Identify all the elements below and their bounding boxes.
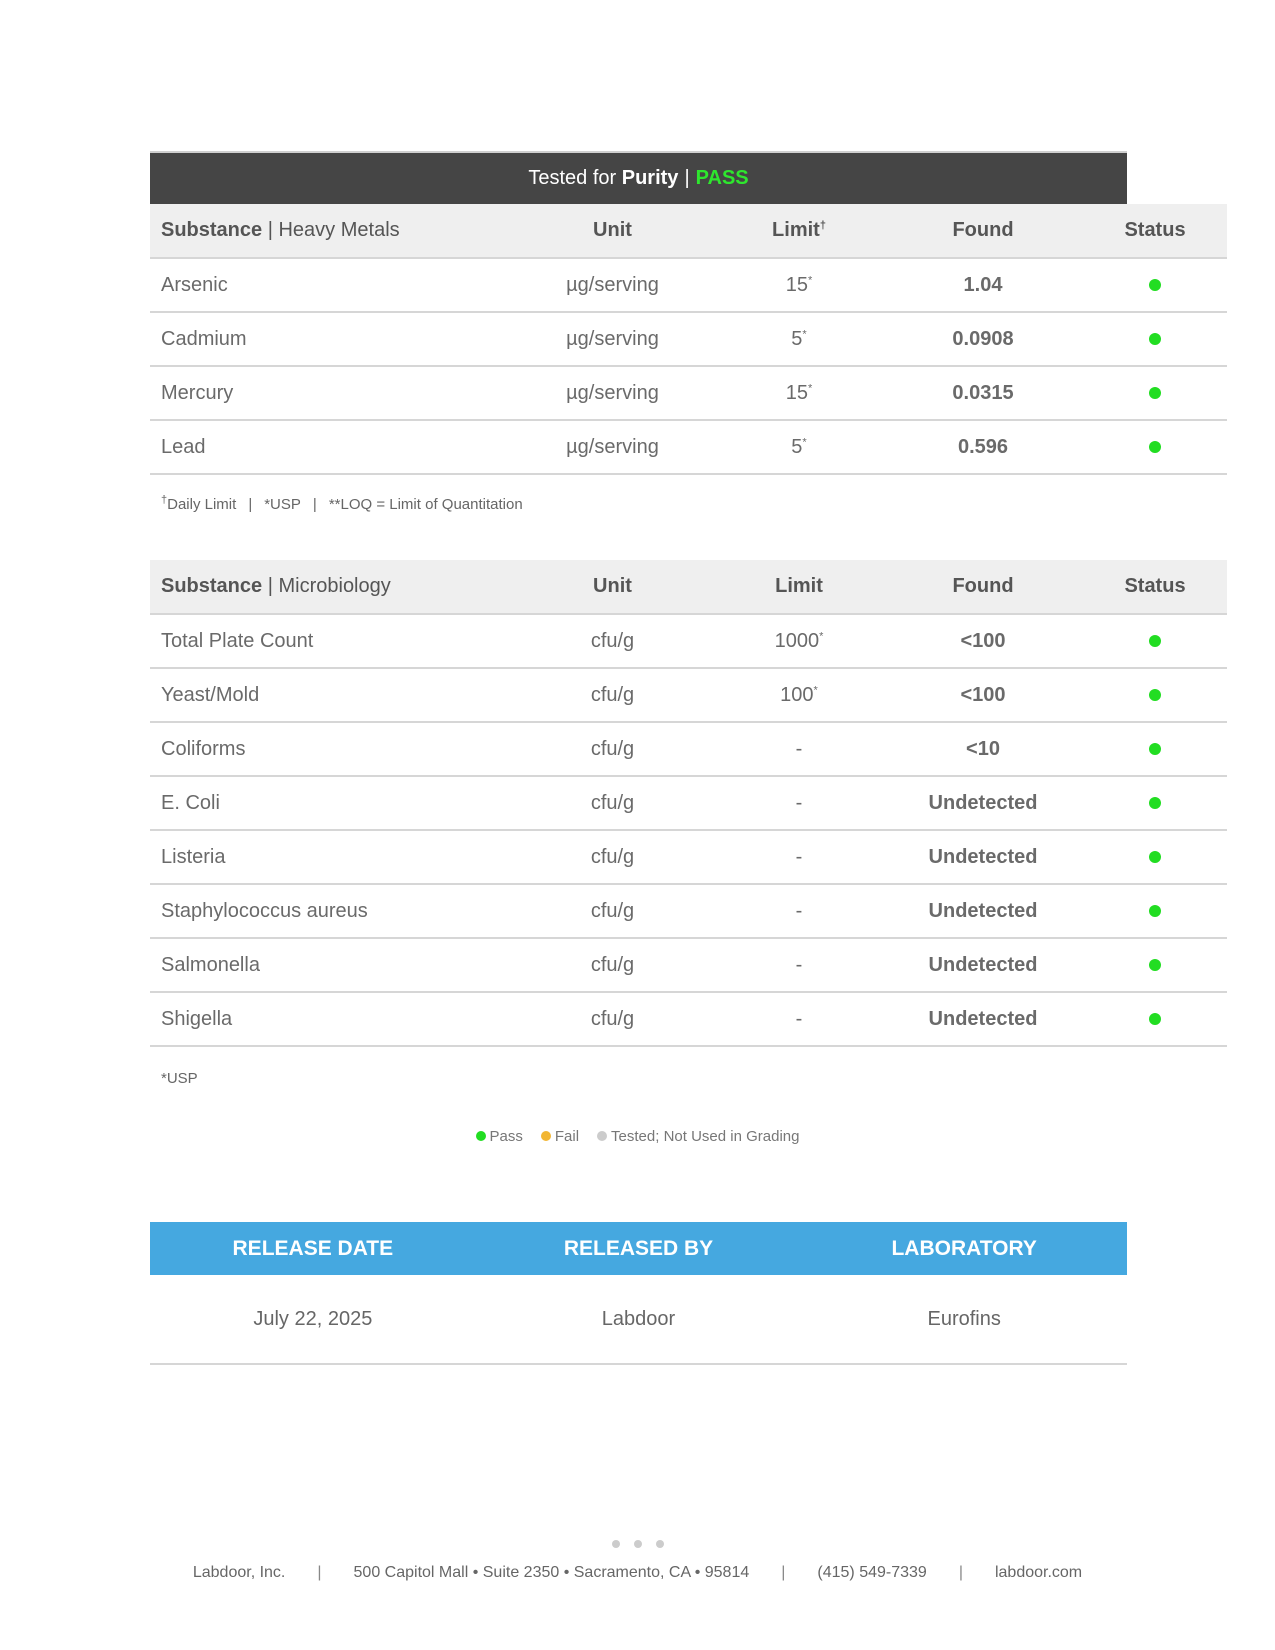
release-header [150,1222,1127,1275]
dot-icon [612,1540,620,1548]
header-unit: Unit [510,204,715,258]
footer-phone: (415) 549-7339 [817,1564,927,1581]
substance-name: Arsenic [150,258,510,312]
limit-value [715,992,883,1046]
limit-number: 15 [785,381,808,404]
microbiology-header-row [150,560,1227,614]
header-category: Microbiology [278,575,391,597]
pass-status-icon [1149,743,1161,755]
pass-status-icon [1149,279,1161,291]
status-cell [1083,776,1227,830]
banner-separator: | [684,167,690,189]
header-substance [150,204,510,258]
purity-banner [150,151,1127,204]
note-separator: | [312,496,317,513]
table-row [150,722,1227,776]
unit-value: µg/serving [510,312,715,366]
substance-name: Cadmium [150,312,510,366]
unit-value: µg/serving [510,420,715,474]
table-row [150,614,1227,668]
found-value: 0.596 [883,420,1083,474]
limit-number: 100 [780,683,814,706]
unit-value: cfu/g [510,614,715,668]
limit-value [715,614,883,668]
found-value: <100 [883,668,1083,722]
pass-status-icon [1149,905,1161,917]
footer-separator: | [317,1564,322,1581]
status-cell [1083,668,1227,722]
header-limit-label: Limit [772,219,820,241]
header-limit-mark: † [819,219,826,232]
unit-value: cfu/g [510,830,715,884]
heavy-metals-notes [161,496,523,513]
pass-status-icon [1149,333,1161,345]
limit-number: 1000 [774,629,820,652]
pass-status-icon [1149,851,1161,863]
microbiology-table [150,560,1227,1047]
heavy-metals-table [150,204,1227,475]
header-found: Found [883,560,1083,614]
header-substance [150,560,510,614]
table-row [150,938,1227,992]
release-date-value: July 22, 2025 [253,1307,373,1330]
microbiology-section [150,560,1186,1047]
banner-prefix: Tested for [528,167,617,189]
table-row [150,830,1227,884]
substance-name: E. Coli [150,776,510,830]
header-category-separator: | [267,575,273,597]
limit-number: - [795,899,803,922]
limit-mark: * [813,683,818,696]
substance-name: Total Plate Count [150,614,510,668]
found-value: Undetected [883,992,1083,1046]
dot-icon [634,1540,642,1548]
pass-status-icon [1149,387,1161,399]
table-row [150,992,1227,1046]
limit-value [715,312,883,366]
header-category-separator: | [267,219,273,241]
note-usp: *USP [264,496,301,513]
status-cell [1083,830,1227,884]
table-row [150,776,1227,830]
limit-number: - [795,845,803,868]
legend-label: Pass [489,1128,523,1145]
table-row [150,312,1227,366]
unit-value: cfu/g [510,668,715,722]
microbiology-note: *USP [161,1070,198,1087]
footer-address: 500 Capitol Mall • Suite 2350 • Sacramento, CA • 95814 [353,1564,750,1581]
limit-value [715,668,883,722]
status-cell [1083,312,1227,366]
found-value: Undetected [883,776,1083,830]
legend-item [541,1128,579,1145]
status-cell [1083,992,1227,1046]
banner-strong: Purity [621,167,679,189]
limit-value [715,830,883,884]
limit-value [715,258,883,312]
unit-value: cfu/g [510,938,715,992]
found-value: 1.04 [883,258,1083,312]
legend-item [597,1128,799,1145]
header-substance-label: Substance [161,219,263,241]
substance-name: Yeast/Mold [150,668,510,722]
table-row [150,884,1227,938]
note-daily-limit: Daily Limit [167,496,237,513]
limit-mark: * [819,629,824,642]
legend-item [476,1128,523,1145]
limit-number: - [795,791,803,814]
pass-status-icon [1149,1013,1161,1025]
legend-label: Tested; Not Used in Grading [611,1128,800,1145]
footer-separator: | [781,1564,786,1581]
heavy-metals-section [150,204,1186,475]
status-legend [0,1128,1275,1145]
found-value: 0.0315 [883,366,1083,420]
limit-mark: * [807,381,813,394]
heavy-metals-header-row [150,204,1227,258]
table-row [150,668,1227,722]
table-row [150,366,1227,420]
pass-status-icon [1149,689,1161,701]
footer-company: Labdoor, Inc. [192,1564,286,1581]
substance-name: Coliforms [150,722,510,776]
note-loq: **LOQ = Limit of Quantitation [328,496,523,513]
found-value: Undetected [883,830,1083,884]
legend-dot-icon [597,1131,607,1141]
header-substance-label: Substance [161,575,263,597]
limit-number: 5 [791,327,803,350]
released-by-value: Labdoor [601,1307,676,1330]
status-cell [1083,722,1227,776]
header-found: Found [883,204,1083,258]
limit-mark: * [802,327,807,340]
status-cell [1083,938,1227,992]
substance-name: Lead [150,420,510,474]
unit-value: cfu/g [510,776,715,830]
found-value: <10 [883,722,1083,776]
substance-name: Listeria [150,830,510,884]
limit-value [715,366,883,420]
footer-separator: | [958,1564,963,1581]
status-cell [1083,884,1227,938]
limit-number: - [795,953,803,976]
status-cell [1083,420,1227,474]
legend-dot-icon [476,1131,486,1141]
limit-number: 5 [791,435,803,458]
limit-value [715,884,883,938]
banner-result: PASS [695,167,749,189]
note-daily-mark: † [161,494,168,506]
dot-icon [656,1540,664,1548]
substance-name: Mercury [150,366,510,420]
limit-value [715,722,883,776]
page-footer [0,1564,1275,1582]
table-row [150,420,1227,474]
decorative-dots [0,1535,1275,1553]
release-values [150,1275,1127,1365]
laboratory-value: Eurofins [927,1307,1001,1330]
status-cell [1083,614,1227,668]
unit-value: cfu/g [510,884,715,938]
limit-number: - [795,737,803,760]
unit-value: cfu/g [510,992,715,1046]
found-value: Undetected [883,884,1083,938]
limit-value [715,420,883,474]
header-limit: Limit [715,560,883,614]
status-cell [1083,366,1227,420]
limit-number: 15 [785,273,808,296]
limit-number: - [795,1007,803,1030]
footer-website[interactable]: labdoor.com [994,1564,1083,1581]
release-date-header: RELEASE DATE [232,1236,394,1260]
table-row [150,258,1227,312]
limit-mark: * [802,435,807,448]
pass-status-icon [1149,959,1161,971]
limit-value [715,938,883,992]
note-separator: | [248,496,253,513]
pass-status-icon [1149,441,1161,453]
header-limit [715,204,883,258]
substance-name: Shigella [150,992,510,1046]
found-value: 0.0908 [883,312,1083,366]
found-value: Undetected [883,938,1083,992]
unit-value: µg/serving [510,258,715,312]
substance-name: Salmonella [150,938,510,992]
laboratory-header: LABORATORY [891,1236,1037,1260]
legend-label: Fail [554,1128,580,1145]
legend-dot-icon [541,1131,551,1141]
header-unit: Unit [510,560,715,614]
header-category: Heavy Metals [278,219,400,241]
unit-value: cfu/g [510,722,715,776]
pass-status-icon [1149,635,1161,647]
header-status: Status [1083,560,1227,614]
status-cell [1083,258,1227,312]
limit-value [715,776,883,830]
substance-name: Staphylococcus aureus [150,884,510,938]
header-status: Status [1083,204,1227,258]
pass-status-icon [1149,797,1161,809]
limit-mark: * [807,273,813,286]
unit-value: µg/serving [510,366,715,420]
released-by-header: RELEASED BY [563,1236,714,1260]
found-value: <100 [883,614,1083,668]
